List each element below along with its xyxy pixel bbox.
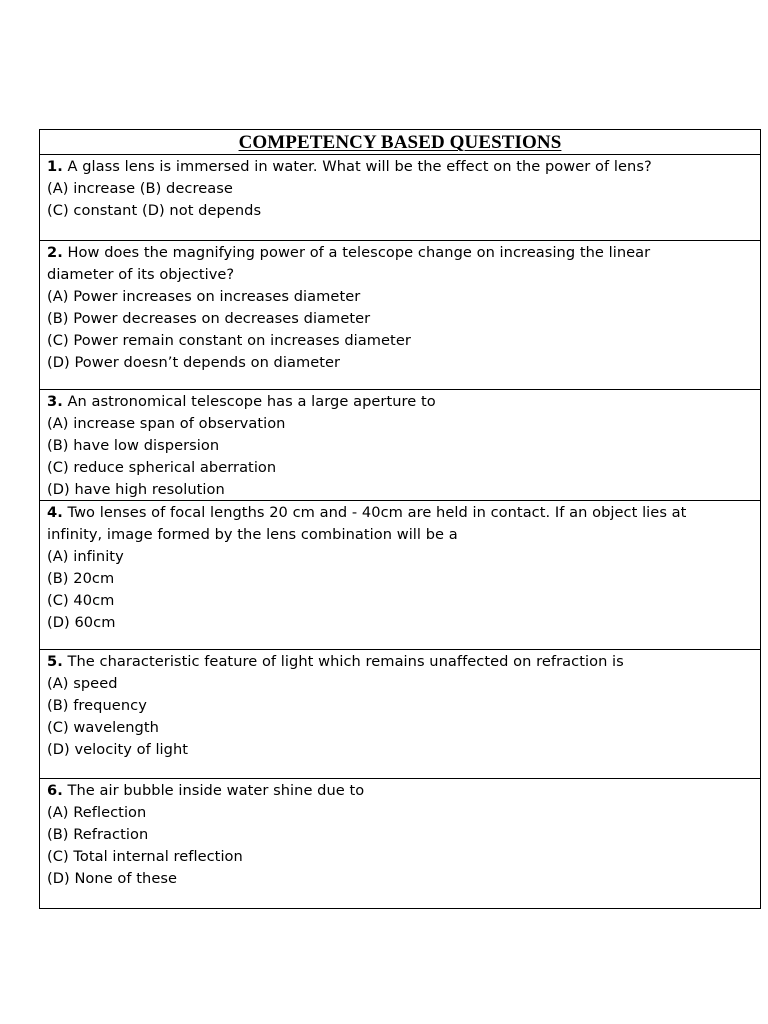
question-text: The characteristic feature of light which remains unaffected on refraction is bbox=[67, 653, 624, 670]
question-option: (D) 60cm bbox=[47, 614, 116, 632]
question-option: (C) wavelength bbox=[47, 719, 159, 737]
question-option: (B) 20cm bbox=[47, 570, 115, 588]
question-option: (C) reduce spherical aberration bbox=[47, 459, 277, 477]
question-option: (A) speed bbox=[47, 675, 118, 693]
question-option: (C) 40cm bbox=[47, 592, 115, 610]
question-stem-line bbox=[47, 502, 754, 524]
question-option: (B) have low dispersion bbox=[47, 437, 220, 455]
question-option: (D) velocity of light bbox=[47, 741, 189, 759]
question-text: An astronomical telescope has a large aperture to bbox=[67, 393, 436, 410]
question-option: (B) Refraction bbox=[47, 826, 149, 844]
question-option: (D) None of these bbox=[47, 870, 178, 888]
question-option: (B) frequency bbox=[47, 697, 147, 715]
question-text: diameter of its objective? bbox=[47, 266, 235, 284]
question-option: (D) Power doesn’t depends on diameter bbox=[47, 354, 341, 372]
question-stem-line bbox=[47, 391, 754, 413]
question-number: 2. bbox=[47, 244, 63, 261]
question-option: (C) Total internal reflection bbox=[47, 848, 243, 866]
title-row bbox=[40, 130, 760, 155]
page-title: COMPETENCY BASED QUESTIONS bbox=[238, 132, 562, 153]
question-stem-line bbox=[47, 242, 754, 264]
question-option: (A) infinity bbox=[47, 548, 124, 566]
question-option: (B) Power decreases on decreases diameter bbox=[47, 310, 371, 328]
question-stem-line bbox=[47, 651, 754, 673]
question-option: (A) increase (B) decrease bbox=[47, 180, 233, 198]
question-number: 5. bbox=[47, 653, 63, 670]
question-text: How does the magnifying power of a telescope change on increasing the linear bbox=[67, 244, 651, 261]
question-option: (A) Power increases on increases diameter bbox=[47, 288, 361, 306]
questions-table bbox=[39, 129, 761, 909]
question-number: 6. bbox=[47, 782, 63, 799]
question-1 bbox=[40, 155, 760, 241]
question-3 bbox=[40, 390, 760, 501]
question-stem-line bbox=[47, 780, 754, 802]
question-stem-line bbox=[47, 156, 754, 178]
question-5 bbox=[40, 650, 760, 779]
question-text: A glass lens is immersed in water. What will be the effect on the power of lens? bbox=[67, 158, 652, 175]
question-6 bbox=[40, 779, 760, 908]
question-number: 1. bbox=[47, 158, 63, 175]
question-number: 3. bbox=[47, 393, 63, 410]
question-number: 4. bbox=[47, 504, 63, 521]
question-text: infinity, image formed by the lens combination will be a bbox=[47, 526, 458, 544]
question-option: (A) Reflection bbox=[47, 804, 147, 822]
question-option: (C) constant (D) not depends bbox=[47, 202, 262, 220]
question-4 bbox=[40, 501, 760, 650]
question-text: The air bubble inside water shine due to bbox=[67, 782, 365, 799]
question-option: (D) have high resolution bbox=[47, 481, 225, 499]
question-option: (C) Power remain constant on increases diameter bbox=[47, 332, 411, 350]
question-2 bbox=[40, 241, 760, 390]
question-option: (A) increase span of observation bbox=[47, 415, 286, 433]
question-text: Two lenses of focal lengths 20 cm and - 40cm are held in contact. If an object lies at bbox=[67, 504, 687, 521]
